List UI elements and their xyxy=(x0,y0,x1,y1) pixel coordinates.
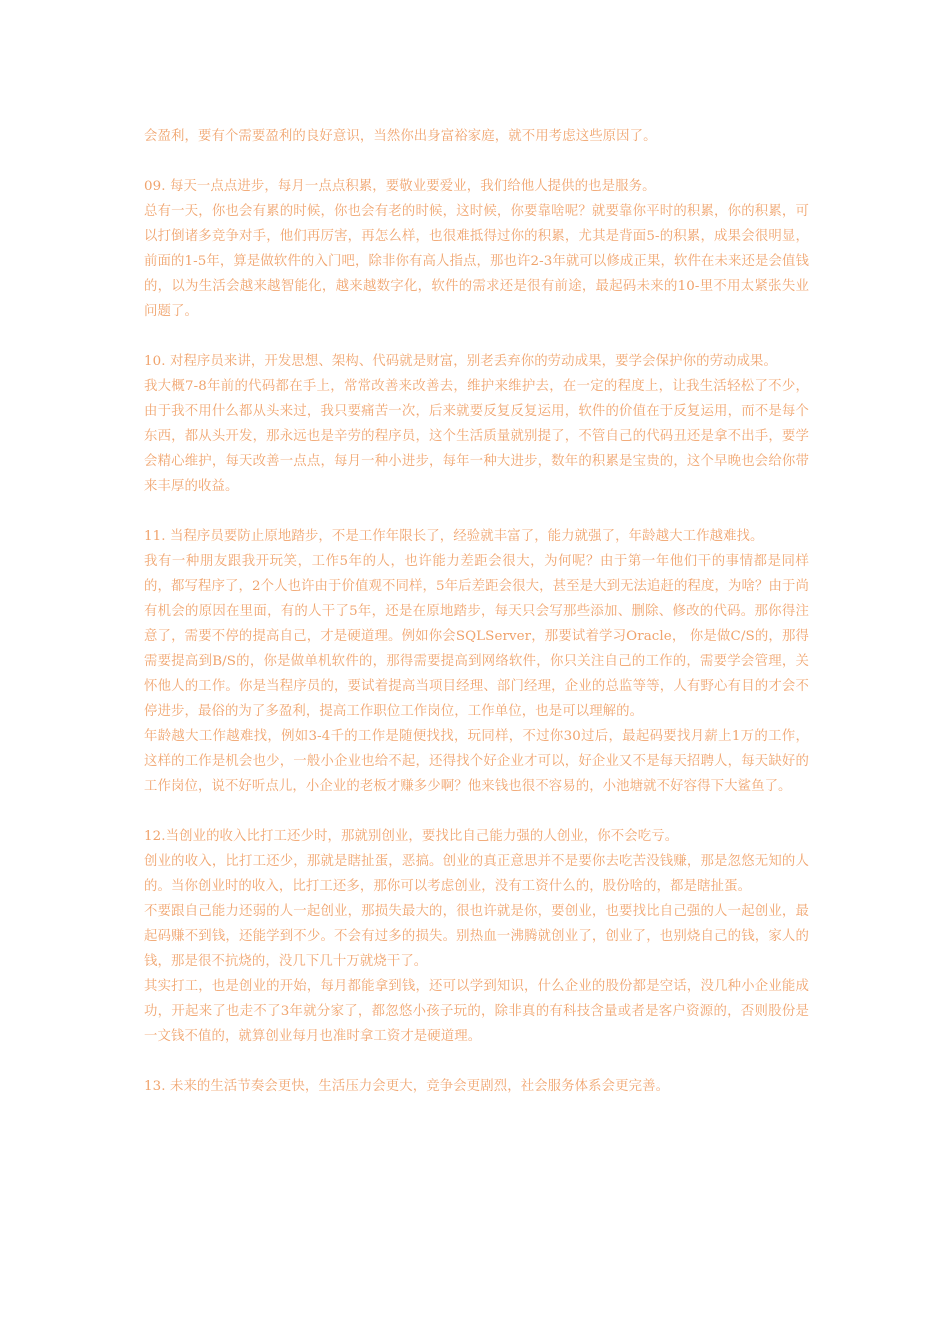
document-body xyxy=(144,124,809,1099)
paragraph: 年龄越大工作越难找，例如3-4千的工作是随便找找，玩同样，不过你30过后，最起码要找月薪上1万的工作，这样的工作是机会也少，一般小企业也给不起，还得找个好企业才可以，好企业又不是每天招聘人，每天缺好的工作岗位，说不好听点儿，小企业的老板才赚多少啊？他来钱也很不容易的，小池塘就不好容得下大鲨鱼了。 xyxy=(144,729,809,794)
paragraph: 09. 每天一点点进步，每月一点点积累，要敬业要爱业，我们给他人提供的也是服务。 xyxy=(144,179,656,194)
paragraph-gap xyxy=(144,799,809,824)
paragraph-gap xyxy=(144,1049,809,1074)
paragraph: 会盈利，要有个需要盈利的良好意识，当然你出身富裕家庭，就不用考虑这些原因了。 xyxy=(144,129,657,144)
paragraph: 13. 未来的生活节奏会更快，生活压力会更大，竞争会更剧烈，社会服务体系会更完善。 xyxy=(144,1079,670,1094)
paragraph-gap xyxy=(144,499,809,524)
paragraph-gap xyxy=(144,324,809,349)
paragraph: 创业的收入，比打工还少，那就是瞎扯蛋，恶搞。创业的真正意思并不是要你去吃苦没钱赚，那是忽悠无知的人的。当你创业时的收入，比打工还多，那你可以考虑创业，没有工资什么的，股份啥的，都是瞎扯蛋。 xyxy=(144,854,809,894)
paragraph: 总有一天，你也会有累的时候，你也会有老的时候，这时候，你要靠啥呢？就要靠你平时的积累，你的积累，可以打倒诸多竞争对手，他们再厉害，再怎么样，也很难抵得过你的积累，尤其是背面5-的积累，成果会很明显，前面的1-5年，算是做软件的入门吧，除非你有高人指点，那也许2-3年就可以修成正果，软件在未来还是会值钱的，以为生活会越来越智能化，越来越数字化，软件的需求还是很有前途，最起码未来的10-里不用太紧张失业问题了。 xyxy=(144,204,809,319)
paragraph: 其实打工，也是创业的开始，每月都能拿到钱，还可以学到知识，什么企业的股份都是空话，没几种小企业能成功，开起来了也走不了3年就分家了，都忽悠小孩子玩的，除非真的有科技含量或者是客户资源的，否则股份是一文钱不值的，就算创业每月也准时拿工资才是硬道理。 xyxy=(144,979,809,1044)
paragraph: 我有一种朋友跟我开玩笑，工作5年的人，也许能力差距会很大，为何呢？由于第一年他们干的事情都是同样的，都写程序了，2个人也许由于价值观不同样，5年后差距会很大，甚至是大到无法追赶的程度，为啥？由于尚有机会的原因在里面，有的人干了5年，还是在原地踏步，每天只会写那些添加、删除、修改的代码。那你得注意了，需要不停的提高自己，才是硬道理。例如你会SQLServer，那要试着学习Oracle， 你是做C/S的，那得需要提高到B/S的，你是做单机软件的，那得需要提高到网络软件，你只关注自己的工作的，需要学会管理，关怀他人的工作。你是当程序员的，要试着提高当项目经理、部门经理，企业的总监等等，人有野心有目的才会不停进步，最俗的为了多盈利，提高工作职位工作岗位，工作单位，也是可以理解的。 xyxy=(144,554,809,719)
paragraph: 12.当创业的收入比打工还少时，那就别创业，要找比自己能力强的人创业，你不会吃亏。 xyxy=(144,829,679,844)
paragraph-gap xyxy=(144,149,809,174)
paragraph: 11. 当程序员要防止原地踏步，不是工作年限长了，经验就丰富了，能力就强了，年龄越大工作越难找。 xyxy=(144,529,764,544)
paragraph: 10. 对程序员来讲，开发思想、架构、代码就是财富，别老丢弃你的劳动成果，要学会保护你的劳动成果。 xyxy=(144,354,778,369)
paragraph: 我大概7-8年前的代码都在手上，常常改善来改善去，维护来维护去，在一定的程度上，让我生活轻松了不少，由于我不用什么都从头来过，我只要痛苦一次，后来就要反复反复运用，软件的价值在于反复运用，而不是每个东西，都从头开发，那永远也是辛劳的程序员，这个生活质量就别提了，不管自己的代码丑还是拿不出手，要学会精心维护，每天改善一点点，每月一种小进步，每年一种大进步，数年的积累是宝贵的，这个早晚也会给你带来丰厚的收益。 xyxy=(144,379,809,494)
paragraph: 不要跟自己能力还弱的人一起创业，那损失最大的，很也许就是你，要创业，也要找比自己强的人一起创业，最起码赚不到钱，还能学到不少。不会有过多的损失。别热血一沸腾就创业了，创业了，也别烧自己的钱，家人的钱，那是很不抗烧的，没几下几十万就烧干了。 xyxy=(144,904,809,969)
